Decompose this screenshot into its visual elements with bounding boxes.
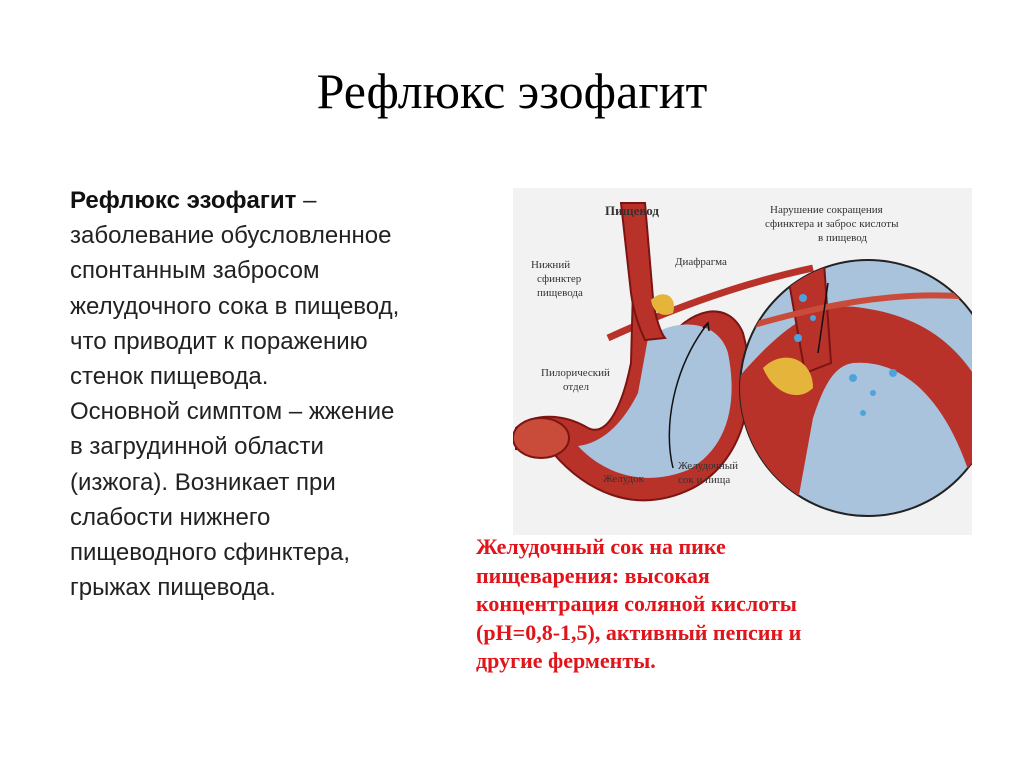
label-diaphragm: Диафрагма (675, 256, 727, 268)
definition-body: заболевание обусловленное спонтанным забросом желудочного сока в пищевод, что приводит к поражению стенок пищевода. Основной симптом – жжение в загрудинной области (изжога). Возникает при слабости нижнего пищеводного сфинктера, грыжах пищевода. (70, 222, 400, 602)
acid-bubble (860, 410, 866, 416)
slide-title: Рефлюкс эзофагит (316, 63, 708, 119)
label-disorder-3: в пищевод (818, 232, 867, 244)
label-disorder-2: сфинктера и заброс кислоты (765, 218, 899, 230)
reflux-diagram (513, 188, 972, 535)
definition-dash: – (296, 187, 317, 214)
definition-text (70, 183, 490, 605)
gastric-juice-note: Желудочный сок на пике пищеварения: высокая концентрация соляной кислоты (pH=0,8-1,5), активный пепсин и другие ферменты. (476, 534, 802, 673)
label-lower-sphincter-1: Нижний (531, 259, 571, 271)
label-juice-2: сок и пища (678, 474, 731, 486)
label-lower-sphincter-3: пищевода (537, 287, 583, 299)
label-pyloric-1: Пилорический (541, 367, 610, 379)
reflux-diagram-svg (513, 188, 972, 535)
pylorus-shape (513, 418, 569, 458)
label-lower-sphincter-2: сфинктер (537, 273, 582, 285)
label-pyloric-2: отдел (563, 381, 589, 393)
acid-bubble (799, 294, 807, 302)
acid-bubble (870, 390, 876, 396)
label-disorder-1: Нарушение сокращения (770, 204, 883, 216)
label-juice-1: Желудочный (678, 460, 738, 472)
acid-bubble (889, 369, 897, 377)
acid-bubble (849, 374, 857, 382)
label-esophagus: Пищевод (605, 203, 659, 218)
acid-bubble (794, 334, 802, 342)
label-stomach: Желудок (603, 473, 644, 485)
definition-term: Рефлюкс эзофагит (70, 187, 297, 214)
acid-bubble (810, 315, 816, 321)
